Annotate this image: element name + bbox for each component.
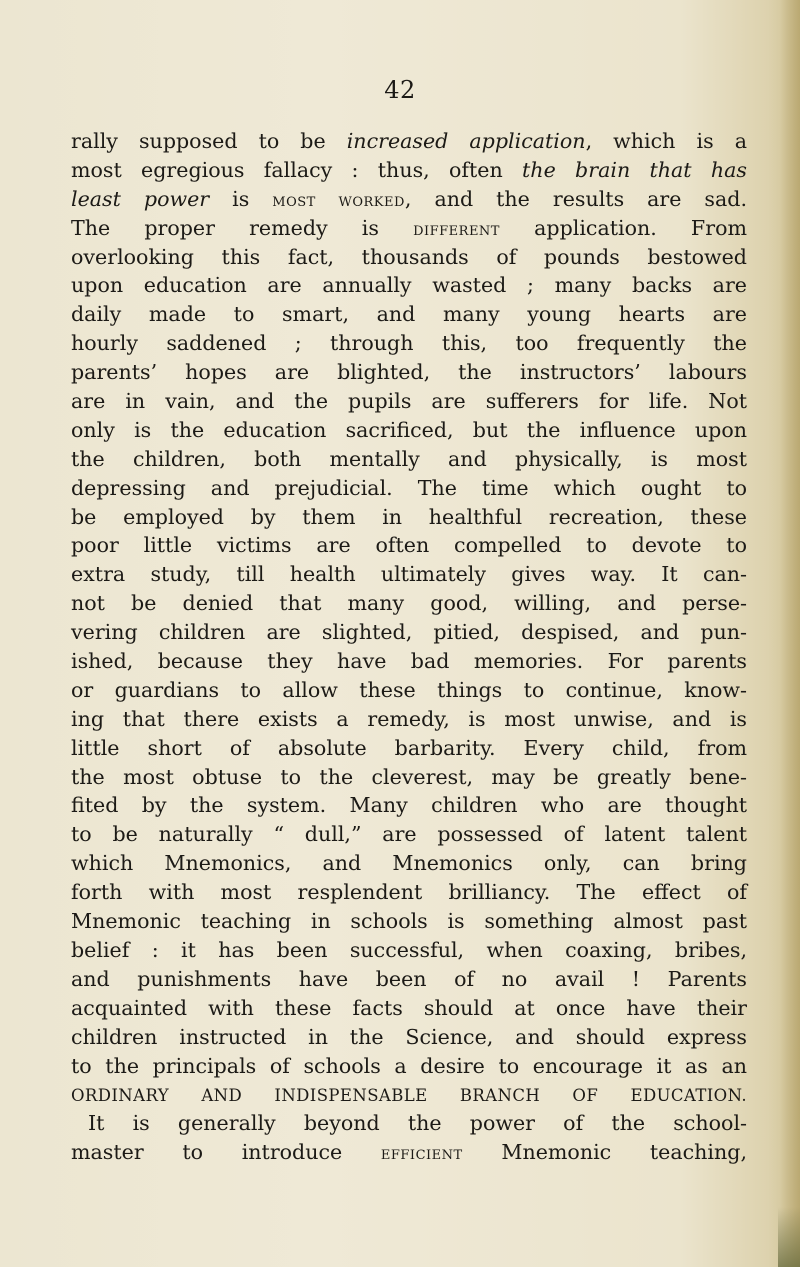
text-run: overlooking this fact, thousands of pounds bestowed: [71, 244, 747, 269]
text-run: are in vain, and the pupils are sufferers for life. Not: [71, 389, 747, 414]
text-run: children instructed in the Science, and should express: [71, 1024, 747, 1049]
text-line: [71, 474, 747, 503]
small-caps-text: efficient: [380, 1143, 463, 1165]
text-run: vering children are slighted, pitied, despised, and pun-: [71, 620, 747, 645]
text-run: poor little victims are often compelled to devote to: [71, 533, 747, 558]
text-line: [71, 300, 747, 329]
body-text: [71, 127, 747, 1167]
text-line: [71, 849, 747, 878]
text-run: depressing and prejudicial. The time which ought to: [71, 475, 747, 500]
text-run: not be denied that many good, willing, and perse-: [71, 591, 747, 616]
text-line: [71, 936, 747, 965]
text-run: hourly saddened ; through this, too frequently the: [71, 331, 747, 356]
text-run: application. From: [499, 215, 747, 240]
text-run: It is generally beyond the power of the school-: [88, 1111, 747, 1136]
text-run: master to introduce: [71, 1140, 381, 1165]
text-run: ing that there exists a remedy, is most unwise, and is: [71, 706, 747, 731]
text-line: [71, 271, 747, 300]
page-number: 42: [384, 76, 416, 104]
text-line: [71, 878, 747, 907]
text-line: [71, 791, 747, 820]
small-caps-text: different: [413, 218, 500, 240]
text-run: upon education are annually wasted ; many backs are: [71, 273, 747, 298]
text-line: [71, 1138, 747, 1167]
text-line: [71, 531, 747, 560]
text-run: acquainted with these facts should at once have their: [71, 995, 747, 1020]
small-caps-text: ORDINARY AND INDISPENSABLE BRANCH OF EDUCATION.: [71, 1086, 747, 1106]
text-run: which Mnemonics, and Mnemonics only, can bring: [71, 851, 747, 876]
text-run: parents’ hopes are blighted, the instructors’ labours: [71, 360, 747, 385]
small-caps-text: most worked: [272, 189, 405, 211]
text-line: [71, 676, 747, 705]
text-line: [71, 647, 747, 676]
text-line: [71, 589, 747, 618]
text-run: forth with most resplendent brilliancy. The effect of: [71, 880, 747, 905]
text-line: [71, 416, 747, 445]
text-line: [71, 358, 747, 387]
text-run: Mnemonic teaching in schools is something almost past: [71, 909, 747, 934]
text-line: [71, 1023, 747, 1052]
italic-text: the brain that has: [522, 157, 747, 182]
text-line: [71, 560, 747, 589]
text-run: to the principals of schools a desire to encourage it as an: [71, 1053, 747, 1078]
text-run: is: [209, 186, 273, 211]
text-line: [71, 156, 747, 185]
text-line: [71, 1052, 747, 1081]
page-edge-shadow: [780, 0, 800, 1267]
text-run: ished, because they have bad memories. For parents: [71, 649, 747, 674]
text-line: [71, 387, 747, 416]
text-line: [71, 820, 747, 849]
text-line: [71, 734, 747, 763]
text-line: [71, 618, 747, 647]
text-run: , and the results are sad.: [404, 186, 748, 211]
text-run: fited by the system. Many children who are thought: [71, 793, 747, 818]
text-line: [71, 127, 747, 156]
text-run: little short of absolute barbarity. Every child, from: [71, 735, 747, 760]
text-line: [71, 994, 747, 1023]
text-run: and punishments have been of no avail ! Parents: [71, 966, 747, 991]
text-line: [71, 705, 747, 734]
text-run: The proper remedy is: [71, 215, 414, 240]
text-run: most egregious fallacy : thus, often: [71, 157, 523, 182]
text-run: only is the education sacrificed, but the influence upon: [71, 417, 747, 442]
text-line: [71, 503, 747, 532]
text-run: belief : it has been successful, when coaxing, bribes,: [71, 937, 747, 962]
text-line: [71, 907, 747, 936]
text-line: [71, 1109, 747, 1138]
italic-text: least power: [71, 186, 210, 211]
text-run: the most obtuse to the cleverest, may be greatly bene-: [71, 764, 747, 789]
text-run: to be naturally “ dull,” are possessed of latent talent: [71, 822, 747, 847]
text-line: [71, 329, 747, 358]
text-line: [71, 185, 747, 214]
text-line: [71, 763, 747, 792]
text-run: daily made to smart, and many young hearts are: [71, 302, 747, 327]
text-run: , which is a: [585, 129, 747, 153]
text-line: [71, 214, 747, 243]
text-run: or guardians to allow these things to continue, know-: [71, 677, 747, 702]
text-line: [71, 1080, 747, 1109]
italic-text: increased application: [346, 129, 586, 153]
text-run: Mnemonic teaching,: [462, 1140, 748, 1165]
text-run: be employed by them in healthful recreation, these: [71, 504, 747, 529]
text-run: the children, both mentally and physically, is most: [71, 446, 747, 471]
text-run: extra study, till health ultimately gives way. It can-: [71, 562, 747, 587]
text-line: [71, 965, 747, 994]
text-run: rally supposed to be: [71, 129, 347, 153]
text-line: [71, 445, 747, 474]
page-corner-stain: [778, 1207, 800, 1267]
text-line: [71, 243, 747, 272]
